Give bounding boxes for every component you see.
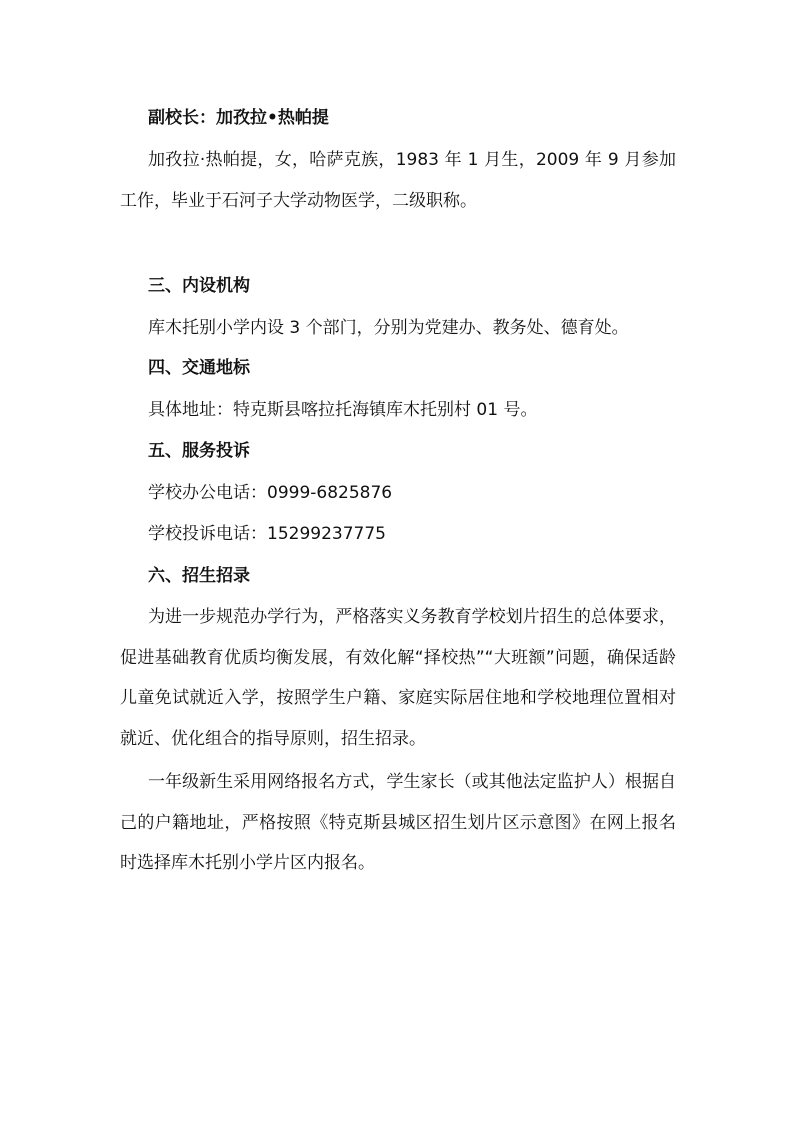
office-phone: 学校办公电话：0999-6825876 bbox=[148, 483, 393, 503]
section-service-heading: 五、服务投诉 bbox=[148, 441, 250, 461]
section-transport-text: 具体地址：特克斯县喀拉托海镇库木托别村 01 号。 bbox=[148, 400, 538, 420]
section-enrollment-heading: 六、招生招录 bbox=[148, 566, 250, 586]
section-internal-heading: 三、内设机构 bbox=[148, 276, 250, 296]
vice-principal-bio: 加孜拉·热帕提，女，哈萨克族，1983 年 1 月生，2009 年 9 月参加工作，毕业于石河子大学动物医学，二级职称。 bbox=[120, 150, 676, 211]
enrollment-paragraph-2: 一年级新生采用网络报名方式，学生家长（或其他法定监护人）根据自己的户籍地址，严格按照《特克斯县城区招生划片区示意图》在网上报名时选择库木托别小学片区内报名。 bbox=[120, 772, 676, 873]
section-transport-heading: 四、交通地标 bbox=[148, 358, 250, 378]
enrollment-paragraph-1: 为进一步规范办学行为，严格落实义务教育学校划片招生的总体要求，促进基础教育优质均衡发展，有效化解“择校热”“大班额”问题，确保适龄儿童免试就近入学，按照学生户籍、家庭实际居住地和学校地理位置相对就近、优化组合的指导原则，招生招录。 bbox=[120, 607, 676, 749]
vice-principal-heading: 副校长：加孜拉•热帕提 bbox=[148, 108, 329, 128]
section-internal-text: 库木托别小学内设 3 个部门，分别为党建办、教务处、德育处。 bbox=[148, 318, 629, 338]
complaint-phone: 学校投诉电话：15299237775 bbox=[148, 524, 386, 544]
